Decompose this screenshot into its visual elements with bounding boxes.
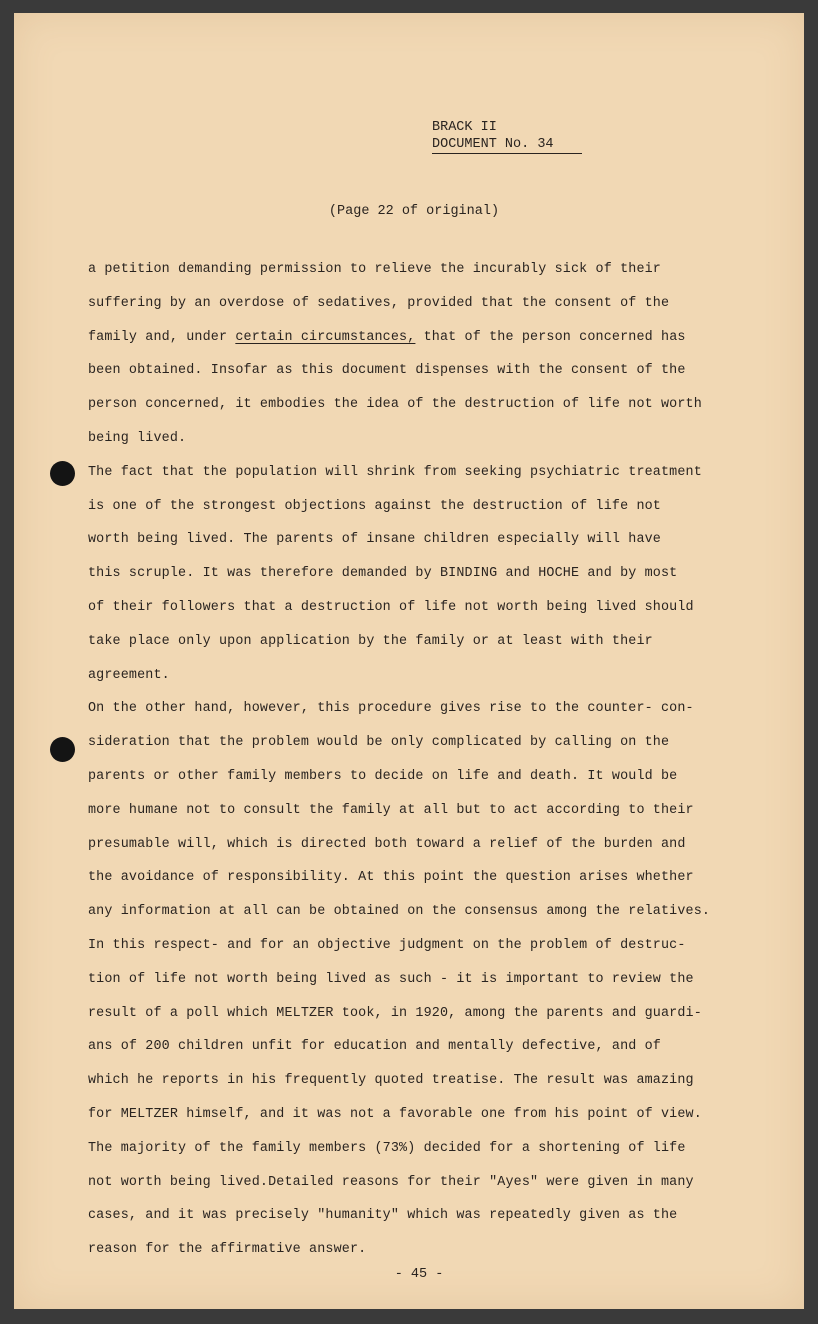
text-line: sideration that the problem would be only complicated by calling on the	[88, 735, 670, 751]
text-line: being lived.	[88, 430, 187, 446]
text-line: agreement.	[88, 667, 170, 683]
text-segment: that of the person concerned has	[415, 329, 686, 345]
text-line: The fact that the population will shrink from seeking psychiatric treatment	[88, 464, 702, 480]
text-line: The majority of the family members (73%) decided for a shortening of life	[88, 1140, 686, 1156]
underlined-phrase: certain circumstances,	[235, 329, 416, 345]
text-line: tion of life not worth being lived as such - it is important to review the	[88, 971, 694, 987]
text-line: ans of 200 children unfit for education and mentally defective, and of	[88, 1039, 661, 1055]
text-line: any information at all can be obtained on the consensus among the relatives.	[88, 904, 711, 920]
text-line: cases, and it was precisely "humanity" which was repeatedly given as the	[88, 1208, 678, 1224]
text-line: parents or other family members to decide on life and death. It would be	[88, 768, 678, 784]
punch-hole	[50, 737, 75, 762]
text-line: On the other hand, however, this procedure gives rise to the counter- con-	[88, 701, 694, 717]
punch-hole	[50, 461, 75, 486]
text-line: of their followers that a destruction of life not worth being lived should	[88, 599, 694, 615]
text-line: take place only upon application by the family or at least with their	[88, 633, 653, 649]
text-line: more humane not to consult the family at all but to act according to their	[88, 802, 694, 818]
original-page-reference: (Page 22 of original)	[328, 204, 500, 219]
text-line: for MELTZER himself, and it was not a favorable one from his point of view.	[88, 1106, 702, 1122]
text-line: person concerned, it embodies the idea of the destruction of life not worth	[88, 397, 702, 413]
text-line: which he reports in his frequently quoted treatise. The result was amazing	[88, 1073, 694, 1089]
document-body	[88, 253, 738, 1267]
text-line: been obtained. Insofar as this document dispenses with the consent of the	[88, 363, 686, 379]
text-line: is one of the strongest objections against the destruction of life not	[88, 498, 661, 514]
text-line: In this respect- and for an objective judgment on the problem of destruc-	[88, 937, 686, 953]
case-title: BRACK II	[432, 120, 497, 135]
text-line: presumable will, which is directed both toward a relief of the burden and	[88, 836, 686, 852]
text-line: a petition demanding permission to relieve the incurably sick of their	[88, 262, 661, 277]
document-page	[14, 13, 804, 1309]
text-line	[88, 321, 738, 355]
text-line: this scruple. It was therefore demanded by BINDING and HOCHE and by most	[88, 566, 678, 582]
text-line: the avoidance of responsibility. At this point the question arises whether	[88, 870, 694, 886]
text-line: result of a poll which MELTZER took, in 1920, among the parents and guardi-	[88, 1005, 702, 1021]
text-line: worth being lived. The parents of insane children especially will have	[88, 532, 661, 548]
text-line: reason for the affirmative answer.	[88, 1242, 367, 1258]
text-line: not worth being lived.Detailed reasons for their "Ayes" were given in many	[88, 1174, 694, 1190]
document-header	[432, 119, 582, 154]
text-segment: family and, under	[88, 329, 236, 345]
text-line: suffering by an overdose of sedatives, provided that the consent of the	[88, 295, 670, 311]
page-number: - 45 -	[394, 1267, 444, 1282]
document-number: DOCUMENT No. 34	[432, 136, 582, 154]
